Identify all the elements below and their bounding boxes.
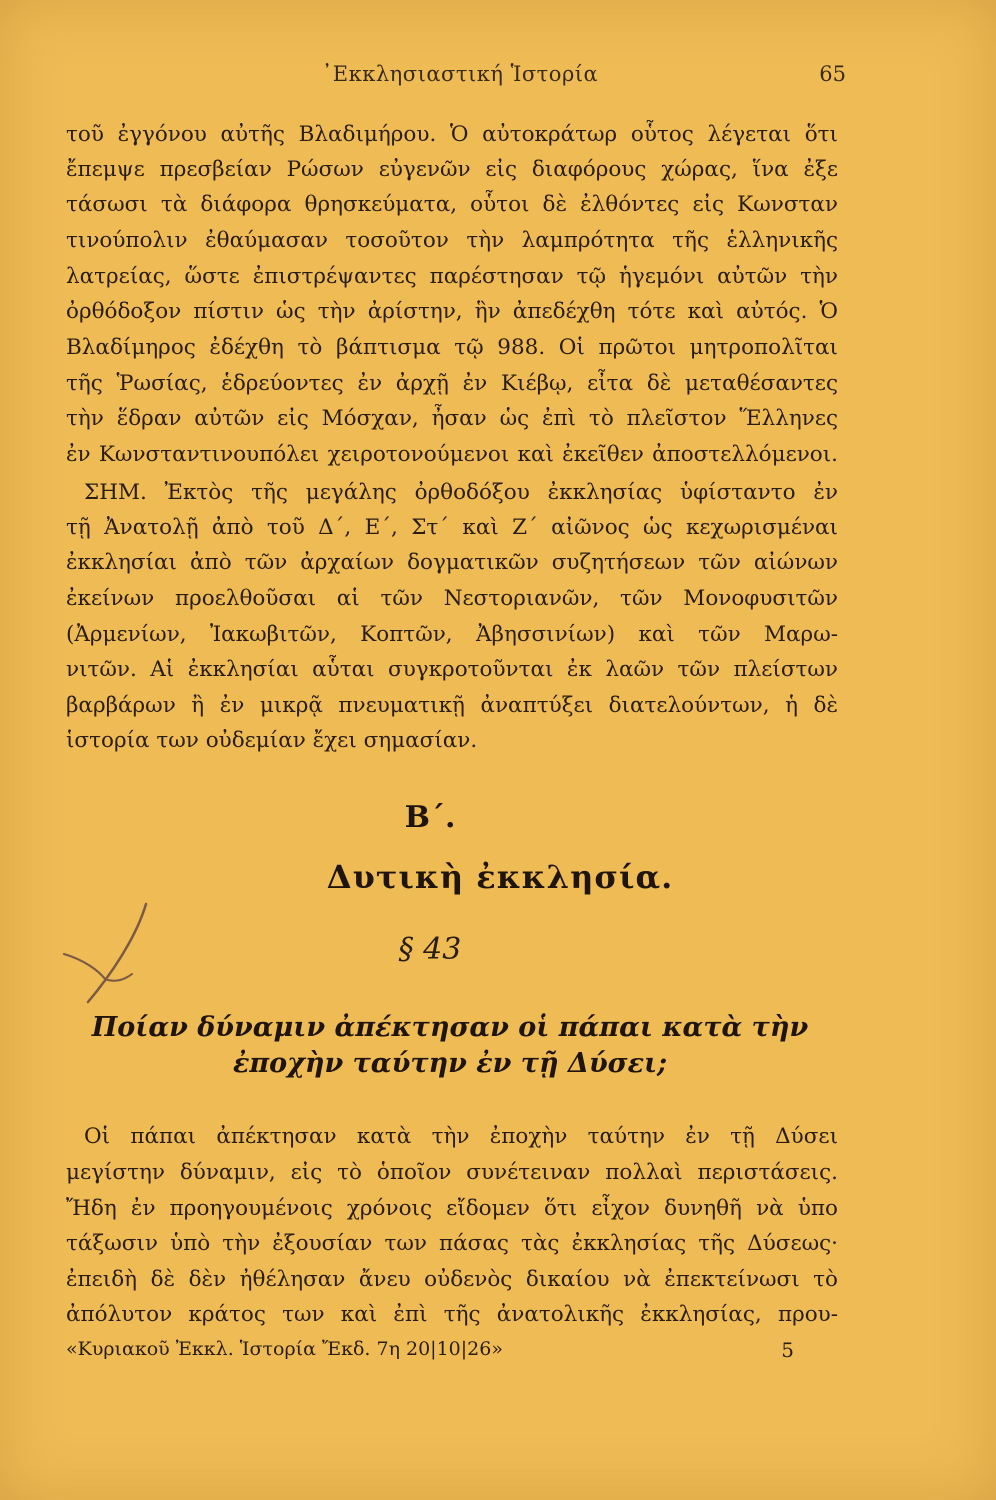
note-line: ἐκκλησίαι ἀπὸ τῶν ἀρχαίων δογματικῶν συζητήσεων τῶν αἰώνων (66, 550, 838, 575)
note-line: ΣΗΜ. Ἐκτὸς τῆς μεγάλης ὀρθοδόξου ἐκκλησίας ὑφίσταντο ἐν (84, 480, 838, 505)
note-line: τῇ Ἀνατολῇ ἀπὸ τοῦ Δ΄, Ε΄, Στ΄ καὶ Ζ΄ αἰῶνος ὡς κεχωρισμέναι (66, 515, 838, 540)
signature-mark: 5 (781, 1338, 794, 1362)
note-line: (Ἀρμενίων, Ἰακωβιτῶν, Κοπτῶν, Ἀβησσινίων) καὶ τῶν Μαρω- (66, 622, 838, 647)
section-heading: Δυτικὴ ἐκκλησία. (326, 858, 674, 896)
text-line: τοῦ ἐγγόνου αὐτῆς Βλαδιμήρου. Ὁ αὐτοκράτωρ οὗτος λέγεται ὅτι (66, 122, 838, 147)
text-line: μεγίστην δύναμιν, εἰς τὸ ὁποῖον συνέτειναν πολλαὶ περιστάσεις. (66, 1160, 838, 1185)
question-heading-line: ἐποχὴν ταύτην ἐν τῇ Δύσει; (232, 1048, 668, 1079)
page-number: 65 (819, 62, 846, 86)
text-line: ὀρθόδοξον πίστιν ὡς τὴν ἀρίστην, ἣν ἀπεδέχθη τότε καὶ αὐτός. Ὁ (66, 299, 838, 324)
text-line: τινούπολιν ἐθαύμασαν τοσοῦτον τὴν λαμπρότητα τῆς ἑλληνικῆς (66, 228, 838, 253)
text-line: τὴν ἕδραν αὐτῶν εἰς Μόσχαν, ἦσαν ὡς ἐπὶ τὸ πλεῖστον Ἕλληνες (66, 406, 838, 431)
paragraph-number: § 43 (398, 932, 462, 967)
section-label: Β΄. (404, 800, 456, 835)
footer-imprint: «Κυριακοῦ Ἐκκλ. Ἱστορία Ἔκδ. 7η 20|10|26» (66, 1338, 503, 1360)
text-line: λατρείας, ὥστε ἐπιστρέψαντες παρέστησαν τῷ ἡγεμόνι αὐτῶν τὴν (66, 264, 838, 289)
text-line: Βλαδίμηρος ἐδέχθη τὸ βάπτισμα τῷ 988. Οἱ πρῶτοι μητροπολῖται (66, 335, 838, 360)
note-line: βαρβάρων ἢ ἐν μικρᾷ πνευματικῇ ἀναπτύξει διατελούντων, ἡ δὲ (66, 693, 838, 718)
text-line: τάξωσιν ὑπὸ τὴν ἐξουσίαν των πάσας τὰς ἐκκλησίας τῆς Δύσεως· (66, 1231, 838, 1256)
note-line: ἱστορία των οὐδεμίαν ἔχει σημασίαν. (66, 728, 478, 753)
text-line: Ἤδη ἐν προηγουμένοις χρόνοις εἴδομεν ὅτι εἶχον δυνηθῆ νὰ ὑπο (66, 1196, 838, 1221)
text-line: τάσωσι τὰ διάφορα θρησκεύματα, οὗτοι δὲ ἐλθόντες εἰς Κωνσταν (66, 192, 838, 217)
text-line: ἀπόλυτον κράτος των καὶ ἐπὶ τῆς ἀνατολικῆς ἐκκλησίας, πρου- (66, 1302, 838, 1327)
text-line: τῆς Ῥωσίας, ἑδρεύοντες ἐν ἀρχῇ ἐν Κιέβῳ, εἶτα δὲ μεταθέσαντες (66, 371, 838, 396)
running-header-title: ᾿Εκκλησιαστική Ἱστορία (321, 62, 599, 86)
text-line: Οἱ πάπαι ἀπέκτησαν κατὰ τὴν ἐποχὴν ταύτην ἐν τῇ Δύσει (84, 1124, 838, 1149)
question-heading-line: Ποίαν δύναμιν ἀπέκτησαν οἱ πάπαι κατὰ τὴν (91, 1012, 809, 1043)
text-line: ἔπεμψε πρεσβείαν Ρώσων εὐγενῶν εἰς διαφόρους χώρας, ἵνα ἐξε (66, 157, 838, 182)
text-line: ἐπειδὴ δὲ δὲν ἠθέλησαν ἄνευ οὐδενὸς δικαίου νὰ ἐπεκτείνωσι τὸ (66, 1267, 838, 1292)
note-line: ἐκείνων προελθοῦσαι αἱ τῶν Νεστοριανῶν, τῶν Μονοφυσιτῶν (66, 586, 838, 611)
note-line: νιτῶν. Αἱ ἐκκλησίαι αὗται συγκροτοῦνται ἐκ λαῶν τῶν πλείστων (66, 657, 838, 682)
pencil-x-mark (58, 898, 168, 1008)
text-line: ἐν Κωνσταντινουπόλει χειροτονούμενοι καὶ ἐκεῖθεν ἀποστελλόμενοι. (66, 442, 838, 467)
